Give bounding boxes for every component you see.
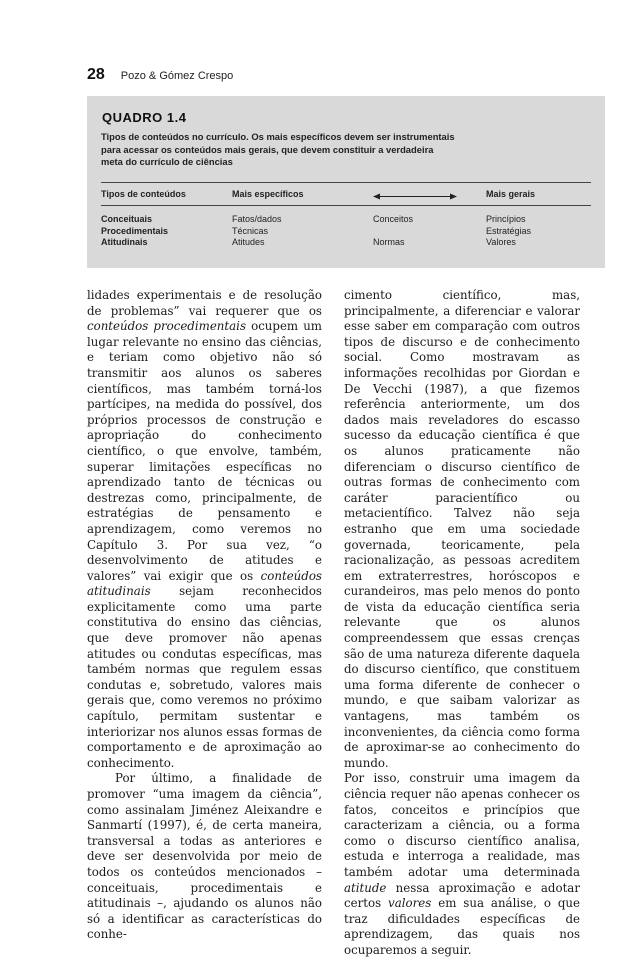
row-conceituais-especifico: Fatos/dados — [232, 214, 282, 224]
paragraph: cimento científico, mas, principalmente, a diferenciar e valorar esse saber em comparação com outros tipos de discurso e de conhecimento social. Como mostravam as informações recolhidas por Giordan e De Vecchi (1987), a que fizemos referência anteriormente, um dos dados mais reveladores do escasso sucesso da educação científica é que os alunos praticamente não diferenciam o discurso científico de outras formas de conhecimento com caráter paracientífico ou metacientífico. Talvez não seja estranho que em uma sociedade governada, teoricamente, pela racionalização, as pessoas acreditem em extraterrestres, horóscopos e curandeiros, mas pelo menos do ponto de vista da educação científica seria relevante que os alunos compreendessem que essas crenças são de uma natureza diferente daquela do discurso científico, que constituem uma forma diferente de conhecer o mundo, e que saibam valorizar as vantagens, mas também os inconvenientes, da ciência como forma de aproximar-se ao conhecimento do mundo. — [344, 288, 580, 770]
caption-line: para acessar os conteúdos mais gerais, que devem constituir a verdadeira — [101, 143, 434, 155]
quadro-title: QUADRO 1.4 — [102, 110, 187, 125]
header-mais-gerais: Mais gerais — [486, 189, 536, 199]
row-procedimentais-especifico: Técnicas — [232, 225, 269, 236]
text-column-left — [87, 288, 322, 943]
paragraph: Por último, a finalidade de promover “uma imagem da ciência”, como assinalam Jiménez Aleixandre e Sanmartí (1997), é, de certa maneira, transversal a todas as anteriores e deve ser desenvolvida por meio de todos os conteúdos mencionados – conceituais, procedimentais e atitudinais –, ajudando os alunos não só a identificar as características do conhe- — [87, 771, 322, 942]
row-procedimentais-geral: Estratégias — [486, 225, 532, 236]
paragraph: lidades experimentais e de resolução de problemas” vai requerer que os conteúdos procedimentais ocupem um lugar relevante no ensino das ciências, e teriam como objetivo não só transmitir aos alunos os saberes científicos, mas também torná-los partícipes, na medida do possível, dos próprios processos de construção e apropriação do conhecimento científico, o que envolve, também, superar limitações específicas no aprendizado tanto de técnicas ou destrezas como, principalmente, de estratégias de pensamento e aprendizagem, como veremos no Capítulo 3. Por sua vez, “o desenvolvimento de atitudes e valores” vai exigir que os conteúdos atitudinais sejam reconhecidos explicitamente como uma parte constitutiva do ensino das ciências, que deve promover não apenas atitudes ou condutas específicas, mas também normas que regulem essas condutas e, sobretudo, valores mais gerais que, como veremos no próximo capítulo, permitam sustentar e interiorizar nos alunos essas formas de comportamento e de aproximação ao conhecimento. — [87, 288, 322, 770]
page-header — [87, 66, 233, 84]
table-header — [101, 183, 591, 205]
row-conceituais-tipo: Conceituais — [101, 214, 153, 224]
caption-line: Tipos de conteúdos no currículo. Os mais específicos devem ser instrumentais — [101, 131, 455, 142]
row-atitudinais-geral: Valores — [486, 237, 516, 247]
quadro-caption — [101, 131, 531, 169]
running-head: Pozo & Gómez Crespo — [120, 70, 234, 82]
page-number: 28 — [87, 66, 105, 83]
row-conceituais-intermediario: Conceitos — [373, 214, 414, 224]
content-types-table — [101, 182, 591, 262]
quadro-box — [87, 96, 605, 268]
text-column-right — [344, 288, 580, 959]
row-procedimentais-tipo: Procedimentais — [101, 225, 169, 236]
table-header-rule — [101, 205, 591, 206]
paragraph: Por isso, construir uma imagem da ciência requer não apenas conhecer os fatos, conceitos e princípios que caracterizam a ciência, ou a forma como o discurso científico analisa, estuda e interroga a realidade, mas também adotar uma determinada atitude nessa aproximação e adotar certos valores em sua análise, o que traz dificuldades específicas de aprendizagem, das quais nos ocuparemos a seguir. — [344, 771, 580, 957]
table-body — [101, 214, 591, 262]
caption-line: meta do currículo de ciências — [101, 156, 233, 167]
row-conceituais-geral: Princípios — [486, 214, 526, 224]
row-atitudinais-especifico: Atitudes — [232, 237, 265, 247]
row-atitudinais-intermediario: Normas — [373, 237, 405, 247]
row-atitudinais-tipo: Atitudinais — [101, 237, 148, 247]
header-tipos: Tipos de conteúdos — [101, 189, 186, 199]
double-arrow-icon — [373, 193, 457, 200]
header-mais-especificos: Mais específicos — [232, 189, 304, 199]
